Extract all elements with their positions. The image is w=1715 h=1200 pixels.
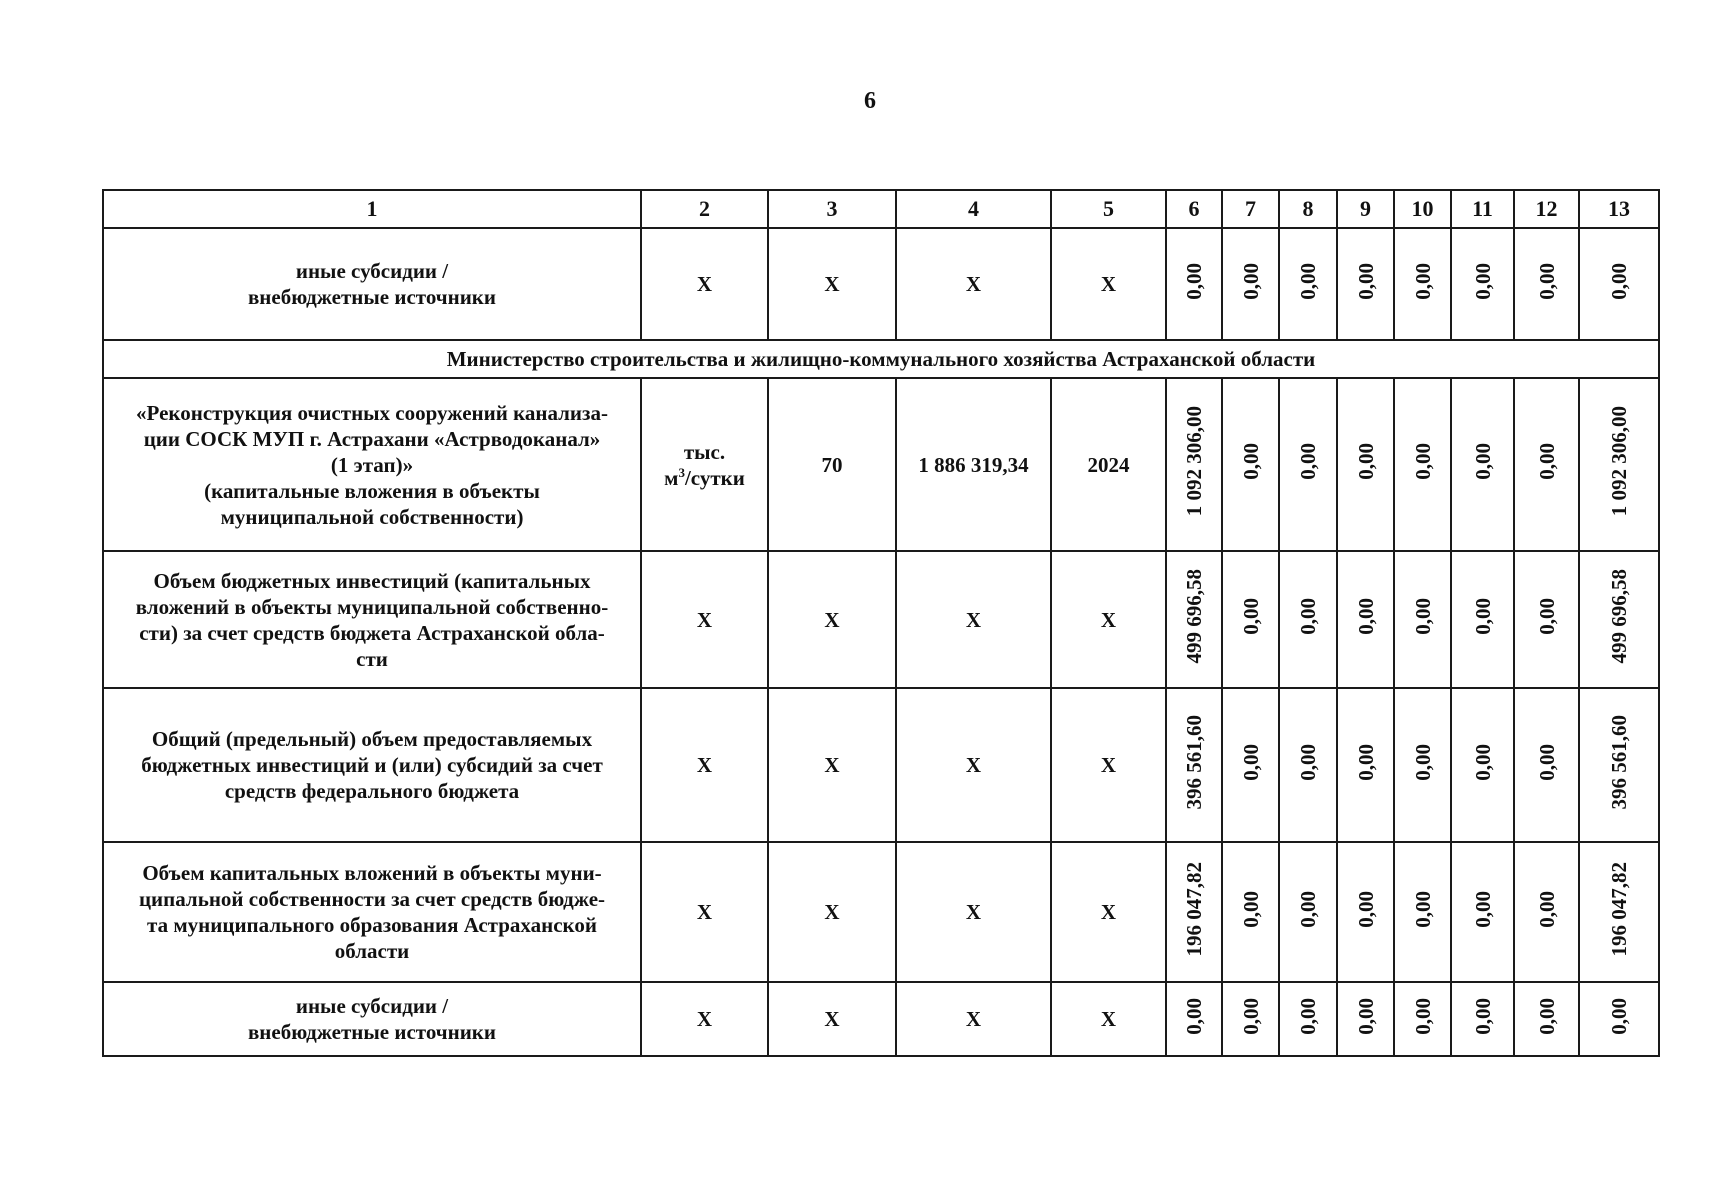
- x-mark: Х: [896, 842, 1051, 982]
- value-cell: 196 047,82: [1182, 861, 1206, 957]
- value-cell: 0,00: [1534, 997, 1559, 1035]
- value-cell: 0,00: [1182, 262, 1206, 300]
- unit-superscript: 3: [678, 464, 685, 480]
- x-mark: Х: [1051, 688, 1166, 842]
- row-description: Объем бюджетных инвестиций (капитальных вложений в объекты муниципальной собственно- сти) за счет средств бюджета Астраханской обла- сти: [103, 551, 641, 688]
- value-cell: 0,00: [1296, 598, 1320, 635]
- column-header: 11: [1451, 190, 1514, 228]
- x-mark: Х: [768, 551, 896, 688]
- value-cell: 0,00: [1410, 598, 1435, 635]
- budget-table: [102, 189, 1660, 1057]
- value-cell: 0,00: [1470, 443, 1495, 480]
- value-cell: 0,00: [1238, 598, 1263, 635]
- capacity-cell: 70: [768, 378, 896, 551]
- x-mark: Х: [768, 842, 896, 982]
- page-number: 6: [864, 88, 876, 114]
- column-header: 2: [641, 190, 768, 228]
- row-description: иные субсидии / внебюджетные источники: [103, 982, 641, 1056]
- x-mark: Х: [1051, 228, 1166, 340]
- x-mark: Х: [768, 688, 896, 842]
- section-title: Министерство строительства и жилищно-коммунального хозяйства Астраханской области: [103, 340, 1659, 378]
- column-header: 1: [103, 190, 641, 228]
- table-row: [103, 378, 1659, 551]
- row-description: Общий (предельный) объем предоставляемых бюджетных инвестиций и (или) субсидий за счет средств федерального бюджета: [103, 688, 641, 842]
- value-cell: 0,00: [1470, 743, 1495, 781]
- column-header: 4: [896, 190, 1051, 228]
- value-cell: 196 047,82: [1607, 861, 1631, 957]
- x-mark: Х: [896, 982, 1051, 1056]
- x-mark: Х: [896, 688, 1051, 842]
- value-cell: 0,00: [1410, 262, 1435, 300]
- x-mark: Х: [768, 982, 896, 1056]
- value-cell: 0,00: [1353, 598, 1378, 635]
- value-cell: 0,00: [1607, 997, 1631, 1035]
- value-cell: 0,00: [1353, 743, 1378, 781]
- year-cell: 2024: [1051, 378, 1166, 551]
- value-cell: 0,00: [1353, 890, 1378, 928]
- column-header: 5: [1051, 190, 1166, 228]
- value-cell: 1 092 306,00: [1182, 406, 1206, 517]
- value-cell: 0,00: [1534, 890, 1559, 928]
- value-cell: 0,00: [1607, 262, 1631, 300]
- value-cell: 0,00: [1470, 890, 1495, 928]
- value-cell: 0,00: [1410, 443, 1435, 480]
- value-cell: 0,00: [1534, 262, 1559, 300]
- x-mark: Х: [641, 982, 768, 1056]
- unit-prefix: тыс.: [683, 439, 726, 464]
- value-cell: 0,00: [1410, 890, 1435, 928]
- column-header: 8: [1279, 190, 1337, 228]
- project-description: «Реконструкция очистных сооружений канализа- ции СОСК МУП г. Астрахани «Астрводоканал» (1 этап)» (капитальные вложения в объекты муниципальной собственности): [103, 378, 641, 551]
- table-row: [103, 982, 1659, 1056]
- value-cell: 0,00: [1296, 443, 1320, 480]
- value-cell: 0,00: [1296, 997, 1320, 1035]
- table-row: [103, 688, 1659, 842]
- value-cell: 0,00: [1410, 743, 1435, 781]
- value-cell: 0,00: [1470, 262, 1495, 300]
- value-cell: 0,00: [1238, 443, 1263, 480]
- x-mark: Х: [1051, 982, 1166, 1056]
- unit-main: м: [664, 465, 679, 490]
- column-header: 9: [1337, 190, 1394, 228]
- value-cell: 0,00: [1534, 443, 1559, 480]
- value-cell: 0,00: [1296, 743, 1320, 781]
- value-cell: 0,00: [1296, 262, 1320, 300]
- x-mark: Х: [1051, 842, 1166, 982]
- column-header: 6: [1166, 190, 1222, 228]
- column-header: 12: [1514, 190, 1579, 228]
- table-row: [103, 228, 1659, 340]
- value-cell: 396 561,60: [1607, 714, 1631, 810]
- value-cell: 0,00: [1238, 743, 1263, 781]
- table-row: [103, 842, 1659, 982]
- value-cell: 0,00: [1534, 598, 1559, 635]
- row-description: иные субсидии / внебюджетные источники: [103, 228, 641, 340]
- header-row: [103, 190, 1659, 228]
- value-cell: 499 696,58: [1607, 569, 1631, 664]
- value-cell: 0,00: [1353, 997, 1378, 1035]
- x-mark: Х: [641, 228, 768, 340]
- section-row: [103, 340, 1659, 378]
- column-header: 3: [768, 190, 896, 228]
- row-description: Объем капитальных вложений в объекты муни- ципальной собственности за счет средств бюдже- та муниципального образования Астраханской области: [103, 842, 641, 982]
- column-header: 7: [1222, 190, 1279, 228]
- value-cell: 0,00: [1410, 997, 1435, 1035]
- value-cell: 0,00: [1353, 443, 1378, 480]
- x-mark: Х: [641, 551, 768, 688]
- table-row: [103, 551, 1659, 688]
- value-cell: 499 696,58: [1182, 569, 1206, 664]
- value-cell: 396 561,60: [1182, 714, 1206, 810]
- value-cell: 0,00: [1353, 262, 1378, 300]
- value-cell: 0,00: [1238, 997, 1263, 1035]
- column-header: 10: [1394, 190, 1451, 228]
- value-cell: 0,00: [1470, 598, 1495, 635]
- cost-cell: 1 886 319,34: [896, 378, 1051, 551]
- value-cell: 0,00: [1296, 890, 1320, 928]
- x-mark: Х: [896, 551, 1051, 688]
- x-mark: Х: [768, 228, 896, 340]
- unit-suffix: /сутки: [684, 465, 745, 490]
- value-cell: 0,00: [1182, 997, 1206, 1035]
- column-header: 13: [1579, 190, 1659, 228]
- x-mark: Х: [641, 842, 768, 982]
- value-cell: 1 092 306,00: [1607, 406, 1631, 517]
- value-cell: 0,00: [1470, 997, 1495, 1035]
- value-cell: 0,00: [1534, 743, 1559, 781]
- x-mark: Х: [896, 228, 1051, 340]
- unit-cell: [641, 378, 768, 551]
- x-mark: Х: [641, 688, 768, 842]
- value-cell: 0,00: [1238, 890, 1263, 928]
- value-cell: 0,00: [1238, 262, 1263, 300]
- x-mark: Х: [1051, 551, 1166, 688]
